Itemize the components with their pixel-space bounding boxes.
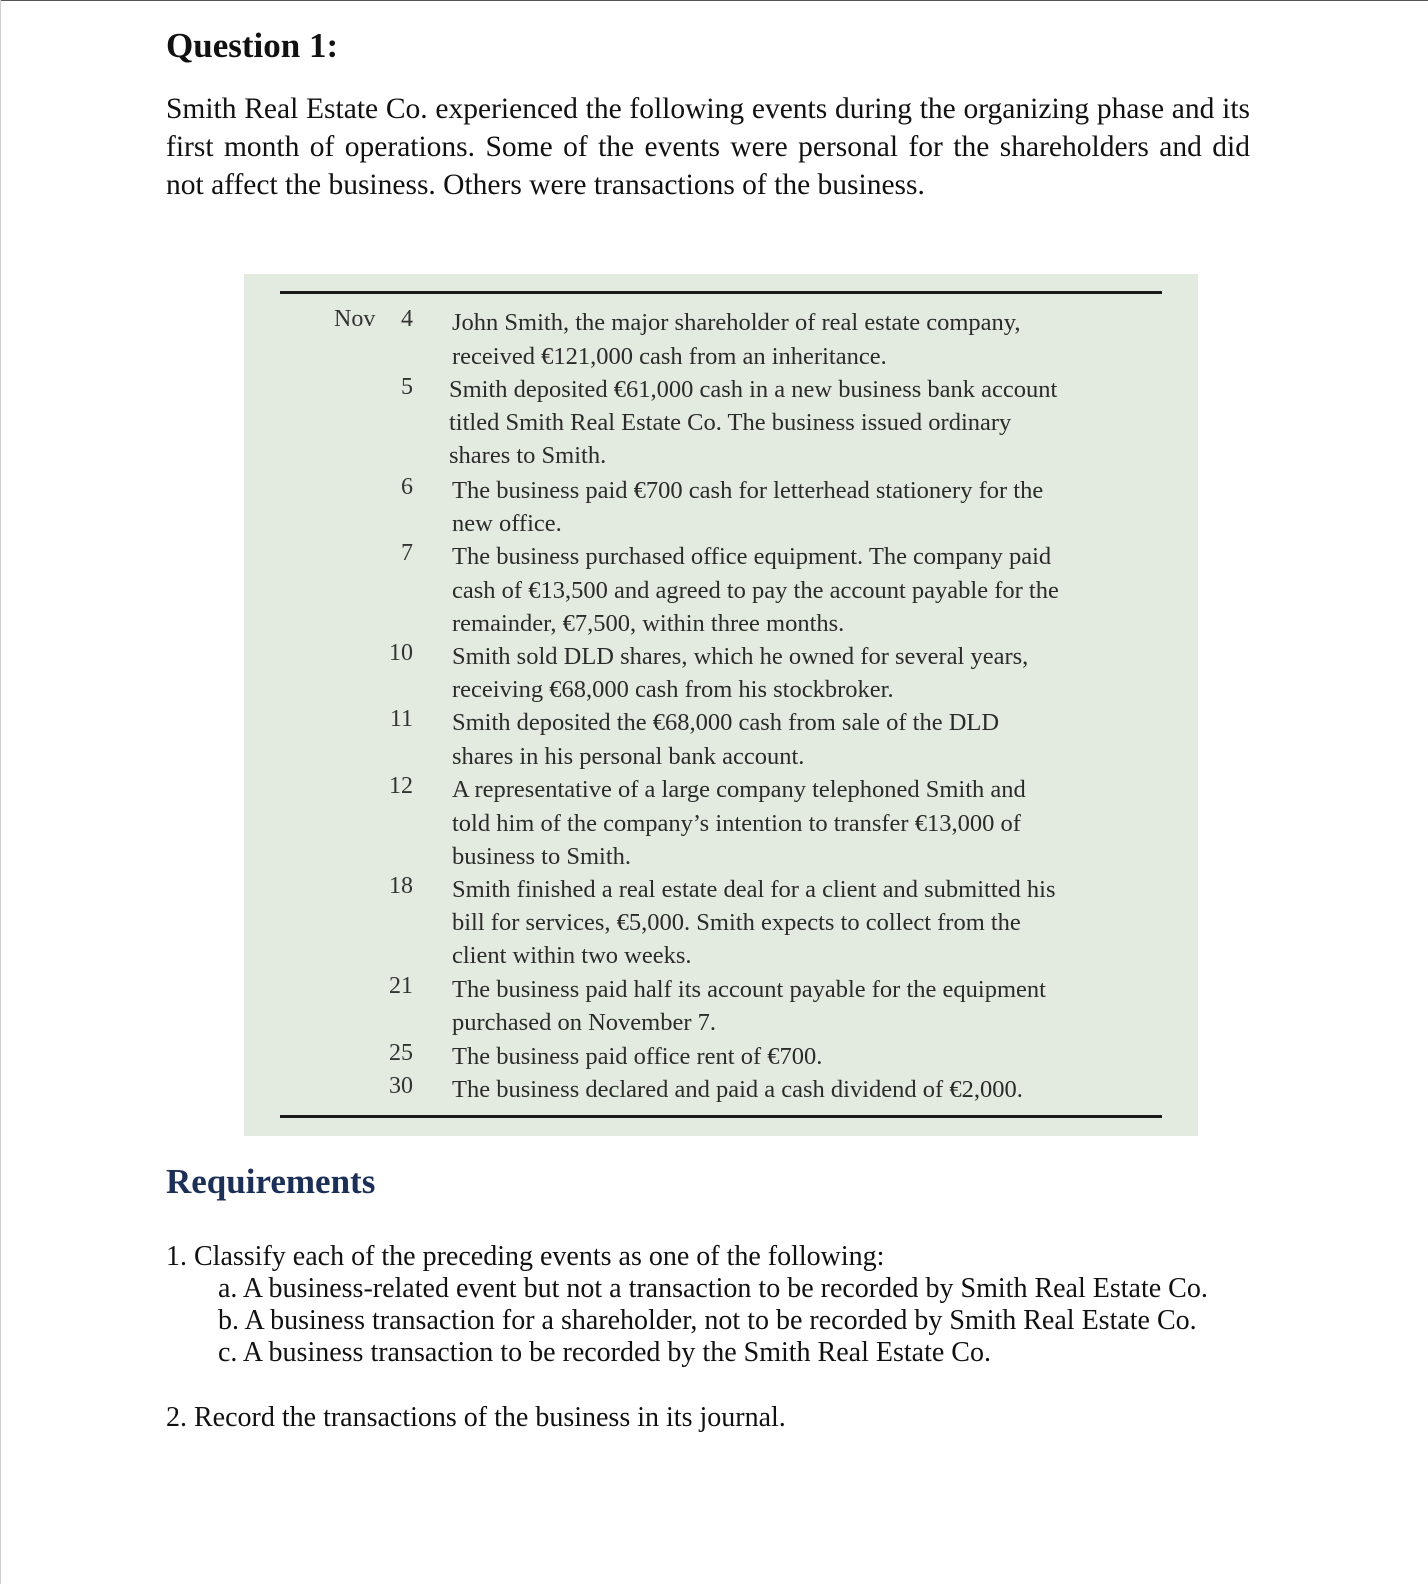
event-description — [452, 1040, 1142, 1073]
table-top-rule — [280, 291, 1162, 294]
event-day: 18 — [389, 873, 413, 899]
event-description — [452, 1073, 1142, 1106]
question-title: Question 1: — [166, 26, 339, 65]
table-bottom-rule — [280, 1115, 1162, 1118]
requirement-2: 2. Record the transactions of the business in its journal. — [166, 1402, 786, 1433]
event-description — [452, 306, 1142, 374]
event-line: Smith sold DLD shares, which he owned for several years, — [452, 643, 1029, 670]
event-description — [452, 873, 1142, 972]
event-description — [452, 640, 1142, 706]
event-line: Smith deposited the €68,000 cash from sale of the DLD — [452, 709, 1000, 736]
event-day: 25 — [389, 1040, 413, 1066]
event-line: purchased on November 7. — [452, 1009, 716, 1036]
event-description — [452, 540, 1142, 641]
event-description — [452, 474, 1142, 540]
event-day: 12 — [389, 773, 413, 799]
event-line: The business paid €700 cash for letterhead stationery for the — [452, 477, 1044, 504]
event-line: business to Smith. — [452, 843, 632, 870]
event-line: shares to Smith. — [449, 442, 607, 469]
event-description — [452, 706, 1142, 774]
event-day: 6 — [401, 474, 413, 500]
event-line: told him of the company’s intention to transfer €13,000 of — [452, 809, 1021, 837]
event-line: The business paid office rent of €700. — [452, 1043, 823, 1070]
event-line: The business paid half its account payable for the equipment — [452, 976, 1046, 1003]
event-day: 21 — [389, 973, 413, 999]
event-day: 10 — [389, 640, 413, 666]
events-panel — [244, 274, 1198, 1136]
requirements-heading: Requirements — [166, 1162, 376, 1201]
event-line: new office. — [452, 510, 562, 537]
requirement-option-c: c. A business transaction to be recorded by the Smith Real Estate Co. — [218, 1337, 991, 1368]
event-line: titled Smith Real Estate Co. The business issued ordinary — [449, 409, 1012, 436]
requirement-option-a: a. A business-related event but not a transaction to be recorded by Smith Real Estate Co. — [218, 1273, 1208, 1304]
event-line: John Smith, the major shareholder of real estate company, — [452, 309, 1021, 336]
event-description — [452, 773, 1142, 874]
event-line: Smith finished a real estate deal for a client and submitted his — [452, 876, 1056, 903]
event-line: receiving €68,000 cash from his stockbroker. — [452, 676, 894, 703]
event-line: cash of €13,500 and agreed to pay the account payable for the — [452, 576, 1059, 604]
event-line: shares in his personal bank account. — [452, 743, 805, 770]
page-left-border — [0, 0, 1, 1584]
event-line: The business declared and paid a cash dividend of €2,000. — [452, 1076, 1023, 1103]
event-day: 11 — [389, 706, 413, 732]
event-line: client within two weeks. — [452, 942, 692, 969]
event-description — [452, 973, 1142, 1039]
event-line: The business purchased office equipment. The company paid — [452, 543, 1052, 570]
requirement-1: 1. Classify each of the preceding events as one of the following: — [166, 1241, 885, 1272]
event-day: 5 — [401, 374, 413, 400]
event-line: A representative of a large company telephoned Smith and — [452, 776, 1026, 803]
event-line: remainder, €7,500, within three months. — [452, 610, 845, 637]
event-day: 30 — [389, 1073, 413, 1099]
event-description — [449, 373, 1139, 472]
event-day: 4 — [401, 306, 413, 332]
page-top-border — [0, 0, 1428, 1]
event-line: received €121,000 cash from an inheritance. — [452, 343, 887, 370]
event-day: 7 — [401, 540, 413, 566]
question-intro: Smith Real Estate Co. experienced the following events during the organizing phase and its first month of operations. Some of the events were personal for the shareholders and did not affect the business. Others were transactions of the business. — [166, 93, 1250, 201]
event-line: Smith deposited €61,000 cash in a new business bank account — [449, 376, 1058, 403]
event-line: bill for services, €5,000. Smith expects to collect from the — [452, 909, 1021, 936]
event-month: Nov — [334, 306, 376, 332]
requirement-option-b: b. A business transaction for a shareholder, not to be recorded by Smith Real Estate Co. — [218, 1305, 1197, 1336]
